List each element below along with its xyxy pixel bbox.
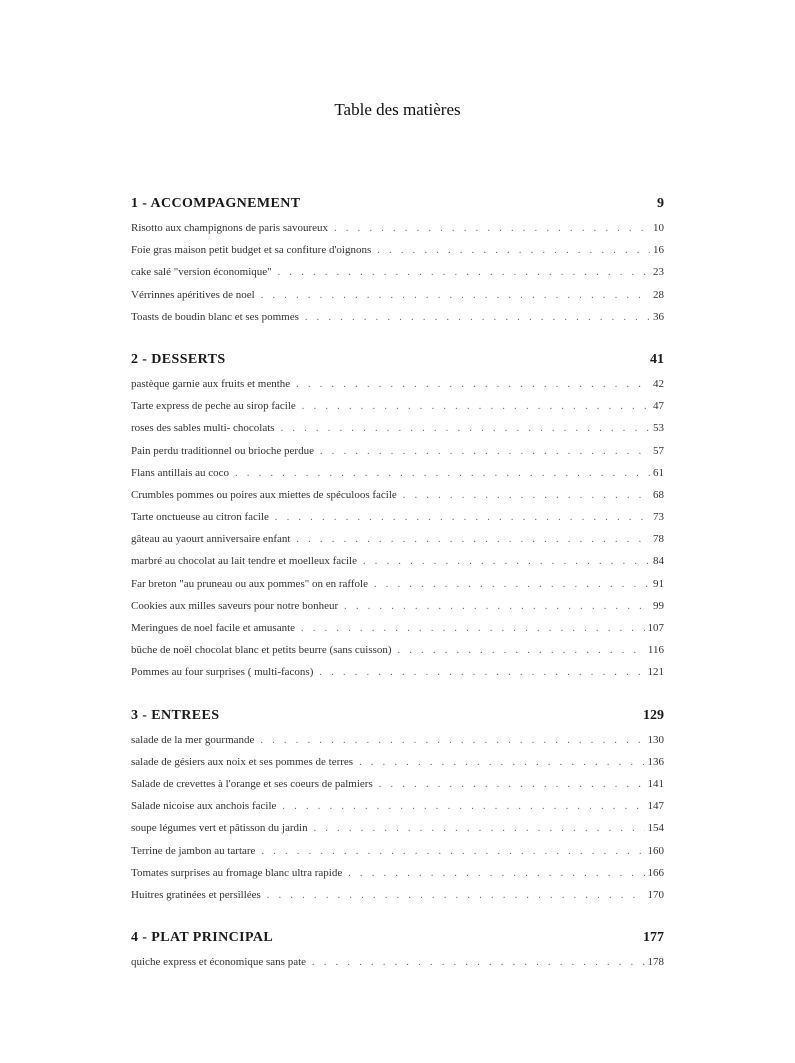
dot-leader	[403, 489, 650, 503]
entry-list	[131, 733, 664, 911]
page-title: Table des matières	[334, 100, 461, 119]
toc-entry[interactable]	[131, 466, 664, 488]
toc-entry[interactable]	[131, 444, 664, 466]
dot-leader	[319, 666, 644, 680]
toc-entry[interactable]	[131, 643, 664, 665]
dot-leader	[334, 222, 650, 236]
entry-title: salade de gésiers aux noix et ses pommes de terres	[131, 755, 354, 768]
entry-page-number: 78	[653, 533, 664, 546]
entry-page-number: 147	[647, 800, 664, 813]
entry-page-number: 84	[653, 555, 664, 568]
entry-title: gâteau au yaourt anniversaire enfant	[131, 533, 291, 546]
dot-leader	[379, 778, 645, 792]
toc-entry[interactable]	[131, 377, 664, 399]
entry-title: Pain perdu traditionnel ou brioche perdue	[131, 444, 314, 457]
section-header[interactable]	[131, 351, 664, 377]
toc-entry[interactable]	[131, 532, 664, 554]
dot-leader	[267, 889, 645, 903]
entry-title: Crumbles pommes ou poires aux miettes de spéculoos facile	[131, 488, 397, 501]
entry-page-number: 23	[653, 266, 664, 279]
entry-title: Terrine de jambon au tartare	[131, 844, 256, 857]
dot-leader	[261, 845, 644, 859]
entry-page-number: 91	[653, 577, 664, 590]
entry-page-number: 28	[653, 288, 664, 301]
dot-leader	[260, 734, 644, 748]
entry-title: soupe légumes vert et pâtisson du jardin	[131, 822, 308, 835]
dot-leader	[275, 511, 650, 525]
entry-title: Meringues de noel facile et amusante	[131, 622, 296, 634]
entry-page-number: 99	[653, 599, 664, 612]
table-of-contents	[131, 195, 664, 996]
section-page-number: 41	[650, 351, 664, 367]
entry-title: Salade nicoise aux anchois facile	[131, 800, 277, 813]
entry-title: Pommes au four surprises ( multi-facons)	[131, 666, 314, 679]
entry-page-number: 73	[653, 511, 664, 524]
entry-page-number: 178	[647, 956, 664, 969]
entry-page-number: 121	[647, 666, 664, 679]
toc-entry[interactable]	[131, 844, 664, 866]
dot-leader	[344, 600, 650, 614]
dot-leader	[320, 445, 650, 459]
entry-page-number: 36	[653, 310, 664, 323]
dot-leader	[374, 578, 650, 592]
dot-leader	[296, 378, 650, 392]
entry-title: Far breton "au pruneau ou aux pommes" on en raffole	[131, 577, 368, 590]
entry-list	[131, 377, 664, 688]
dot-leader	[359, 756, 644, 770]
dot-leader	[278, 266, 650, 280]
entry-title: Salade de crevettes à l'orange et ses coeurs de palmiers	[131, 777, 373, 790]
section-page-number: 9	[657, 196, 664, 211]
entry-title: Tarte express de peche au sirop facile	[131, 400, 296, 413]
entry-title: Tarte onctueuse au citron facile	[131, 511, 269, 524]
toc-entry[interactable]	[131, 755, 664, 777]
toc-entry[interactable]	[131, 310, 664, 332]
toc-entry[interactable]	[131, 243, 664, 265]
entry-title: Toasts de boudin blanc et ses pommes	[131, 310, 299, 323]
dot-leader	[377, 244, 650, 258]
entry-title: cake salé "version économique"	[131, 266, 272, 279]
entry-page-number: 136	[647, 755, 664, 768]
entry-page-number: 166	[647, 866, 664, 879]
toc-entry[interactable]	[131, 955, 664, 977]
entry-title: Tomates surprises au fromage blanc ultra rapide	[131, 866, 343, 879]
entry-title: pastèque garnie aux fruits et menthe	[131, 377, 291, 390]
dot-leader	[363, 555, 650, 569]
entry-title: Risotto aux champignons de paris savoureux	[131, 222, 329, 234]
toc-entry[interactable]	[131, 665, 664, 687]
entry-title: salade de la mer gourmande	[131, 733, 255, 746]
toc-entry[interactable]	[131, 821, 664, 843]
entry-page-number: 170	[647, 888, 664, 901]
toc-section	[131, 195, 664, 332]
entry-page-number: 10	[653, 222, 664, 234]
dot-leader	[302, 400, 650, 414]
dot-leader	[282, 800, 644, 814]
dot-leader	[305, 311, 650, 325]
toc-entry[interactable]	[131, 510, 664, 532]
entry-title: quiche express et économique sans pate	[131, 956, 307, 969]
dot-leader	[296, 533, 650, 547]
entry-page-number: 61	[653, 466, 664, 479]
entry-page-number: 53	[653, 422, 664, 435]
dot-leader	[312, 956, 644, 970]
entry-title: marbré au chocolat au lait tendre et moelleux facile	[131, 555, 357, 568]
toc-entry[interactable]	[131, 621, 664, 643]
section-heading: 2 - DESSERTS	[131, 351, 226, 367]
entry-page-number: 107	[647, 622, 664, 634]
dot-leader	[261, 289, 650, 303]
entry-title: roses des sables multi- chocolats	[131, 422, 275, 435]
toc-entry[interactable]	[131, 421, 664, 443]
entry-page-number: 116	[647, 644, 664, 657]
entry-page-number: 154	[647, 822, 664, 835]
dot-leader	[348, 867, 644, 881]
dot-leader	[314, 822, 645, 836]
toc-entry[interactable]	[131, 221, 664, 243]
toc-entry[interactable]	[131, 399, 664, 421]
entry-page-number: 57	[653, 444, 664, 457]
toc-entry[interactable]	[131, 554, 664, 576]
toc-entry[interactable]	[131, 577, 664, 599]
toc-entry[interactable]	[131, 866, 664, 888]
entry-page-number: 42	[653, 377, 664, 390]
dot-leader	[235, 467, 650, 481]
toc-entry[interactable]	[131, 777, 664, 799]
section-header[interactable]	[131, 707, 664, 733]
toc-section	[131, 929, 664, 977]
dot-leader	[281, 422, 650, 436]
toc-entry[interactable]	[131, 733, 664, 755]
section-heading: 1 - ACCOMPAGNEMENT	[131, 196, 301, 211]
toc-section	[131, 707, 664, 911]
toc-entry[interactable]	[131, 799, 664, 821]
section-heading: 4 - PLAT PRINCIPAL	[131, 930, 274, 946]
entry-title: Foie gras maison petit budget et sa confiture d'oignons	[131, 244, 372, 257]
toc-entry[interactable]	[131, 288, 664, 310]
entry-list	[131, 221, 664, 332]
entry-title: Huitres gratinées et persillées	[131, 888, 261, 901]
entry-title: Cookies aux milles saveurs pour notre bonheur	[131, 599, 339, 612]
toc-entry[interactable]	[131, 488, 664, 510]
entry-list	[131, 955, 664, 977]
entry-title: Flans antillais au coco	[131, 466, 230, 479]
section-page-number: 129	[643, 707, 664, 723]
entry-page-number: 47	[653, 400, 664, 413]
toc-entry[interactable]	[131, 265, 664, 287]
section-page-number: 177	[643, 930, 664, 946]
entry-page-number: 141	[647, 777, 664, 790]
section-heading: 3 - ENTREES	[131, 707, 220, 723]
section-header[interactable]	[131, 195, 664, 221]
dot-leader	[301, 622, 644, 636]
entry-title: Vérrinnes apéritives de noel	[131, 288, 255, 301]
section-header[interactable]	[131, 929, 664, 955]
entry-title: bûche de noël chocolat blanc et petits beurre (sans cuisson)	[131, 644, 392, 657]
toc-section	[131, 351, 664, 688]
entry-page-number: 16	[653, 244, 664, 257]
entry-page-number: 68	[653, 488, 664, 501]
entry-page-number: 160	[647, 844, 664, 857]
dot-leader	[398, 644, 645, 658]
entry-page-number: 130	[647, 733, 664, 746]
toc-entry[interactable]	[131, 599, 664, 621]
toc-entry[interactable]	[131, 888, 664, 910]
